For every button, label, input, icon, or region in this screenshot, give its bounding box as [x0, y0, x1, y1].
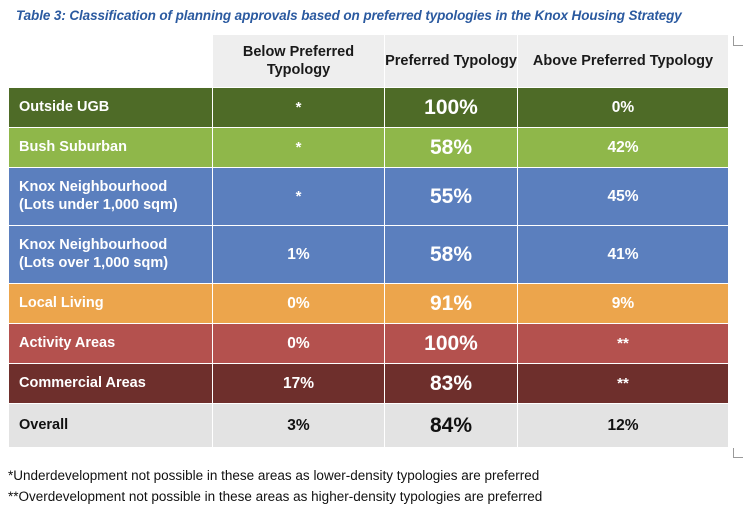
header-cell-preferred: Preferred Typology [385, 35, 518, 88]
cell-preferred-activity-areas: 100% [385, 324, 518, 364]
cell-below-knox-under: * [213, 168, 385, 226]
cell-below-knox-over: 1% [213, 226, 385, 284]
table-row [9, 324, 729, 364]
cell-above-outside-ugb: 0% [518, 88, 729, 128]
table-row [9, 226, 729, 284]
footnotes [8, 466, 542, 508]
header-cell-above-preferred: Above Preferred Typology [518, 35, 729, 88]
cell-preferred-knox-under: 55% [385, 168, 518, 226]
cell-above-commercial-areas: ** [518, 364, 729, 404]
footnote-double-star: **Overdevelopment not possible in these areas as higher-density typologies are preferred [8, 488, 543, 504]
cell-below-commercial-areas: 17% [213, 364, 385, 404]
table-body [9, 88, 729, 448]
cell-preferred-outside-ugb: 100% [385, 88, 518, 128]
row-label-knox-over [9, 226, 213, 284]
row-label-line1: Knox Neighbourhood [19, 237, 168, 254]
cell-below-overall: 3% [213, 404, 385, 448]
cell-preferred-overall: 84% [385, 404, 518, 448]
cell-below-outside-ugb: * [213, 88, 385, 128]
cell-above-activity-areas: ** [518, 324, 729, 364]
row-label-overall: Overall [9, 404, 213, 448]
row-label-line1: Knox Neighbourhood [19, 179, 168, 196]
table-row [9, 364, 729, 404]
cell-preferred-knox-over: 58% [385, 226, 518, 284]
cell-preferred-local-living: 91% [385, 284, 518, 324]
row-label-bush-suburban: Bush Suburban [9, 128, 213, 168]
cell-above-local-living: 9% [518, 284, 729, 324]
cell-below-activity-areas: 0% [213, 324, 385, 364]
table-header-row [9, 35, 729, 88]
row-label-outside-ugb: Outside UGB [9, 88, 213, 128]
table-caption: Table 3: Classification of planning approvals based on preferred typologies in the Knox Housing Strategy [16, 8, 682, 23]
table-header [9, 35, 729, 88]
header-cell-below-preferred: Below Preferred Typology [213, 35, 385, 88]
table-row [9, 404, 729, 448]
header-cell-blank [9, 35, 213, 88]
crop-mark-bottom [733, 448, 743, 458]
table-row [9, 284, 729, 324]
row-label-local-living: Local Living [9, 284, 213, 324]
cell-below-local-living: 0% [213, 284, 385, 324]
table-row [9, 168, 729, 226]
cell-preferred-commercial-areas: 83% [385, 364, 518, 404]
cell-above-bush-suburban: 42% [518, 128, 729, 168]
cell-above-knox-over: 41% [518, 226, 729, 284]
cell-above-knox-under: 45% [518, 168, 729, 226]
approvals-table [8, 34, 729, 448]
footnote-single-star: *Underdevelopment not possible in these areas as lower-density typologies are preferred [8, 468, 540, 483]
table-row [9, 128, 729, 168]
row-label-commercial-areas: Commercial Areas [9, 364, 213, 404]
table-row [9, 88, 729, 128]
cell-preferred-bush-suburban: 58% [385, 128, 518, 168]
row-label-line2: (Lots over 1,000 sqm) [19, 254, 169, 271]
cell-above-overall: 12% [518, 404, 729, 448]
row-label-line2: (Lots under 1,000 sqm) [19, 196, 178, 213]
crop-mark-top [733, 36, 743, 46]
row-label-knox-under [9, 168, 213, 226]
row-label-activity-areas: Activity Areas [9, 324, 213, 364]
cell-below-bush-suburban: * [213, 128, 385, 168]
